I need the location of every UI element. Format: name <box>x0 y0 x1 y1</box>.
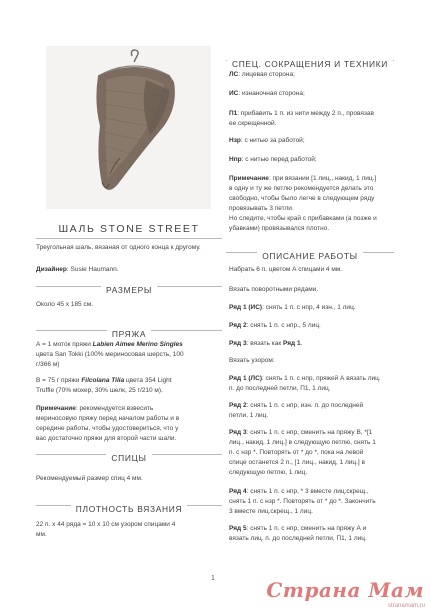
pattern-row5-label: Ряд 5 <box>229 525 247 532</box>
needles-heading-wrap <box>36 448 222 466</box>
pattern-row5 <box>229 524 413 544</box>
work-row3-label: Ряд 3 <box>229 340 247 347</box>
shawl-illustration <box>46 46 211 209</box>
pattern-row4-l1: : снять 1 п. с нпр, * 3 вместе лиц.скрещ., <box>246 488 369 495</box>
gauge-line2: мм. <box>36 531 47 538</box>
title-divider <box>36 238 222 239</box>
work-cast-on: Набрать 6 п. цветом А спицами 4 мм. <box>229 266 343 273</box>
pattern-row4-l3: 3 вместе лиц.скрещ., 1 лиц. <box>229 508 313 515</box>
work-row2 <box>229 321 321 331</box>
yarn-b <box>36 376 228 396</box>
pattern-row2-l2: петли, 1 лиц. <box>229 412 269 419</box>
yarn-note <box>36 404 228 444</box>
sizes-text: Около 45 х 185 см. <box>36 301 93 308</box>
abbr-note-l3: свободно, чтобы было легче в следующем ряду <box>229 195 375 202</box>
work-heading: ОПИСАНИЕ РАБОТЫ <box>257 251 363 261</box>
designer-line <box>36 265 226 275</box>
yarn-note-l3: середине работы, чтобы удостовериться, что у <box>36 425 179 432</box>
abbr-p1-label: П1 <box>229 110 238 117</box>
work-heading-wrap <box>226 246 394 264</box>
abbr-p1 <box>229 109 409 129</box>
abbr-note-l5: Но следите, чтобы край с прибавками (а позже и <box>229 215 377 222</box>
description <box>36 243 226 253</box>
pattern-row4 <box>229 487 413 517</box>
designer-value: : Susie Haumann. <box>66 266 119 273</box>
yarn-a-line2: цвета San Tokki (100% мериносовая шерсть, 100 <box>36 351 184 358</box>
yarn-b-post: цвета 354 Light <box>124 377 172 384</box>
yarn-b-name: Filcolana Tilia <box>81 377 125 384</box>
abbr-is <box>229 89 409 99</box>
watermark: Страна Мам <box>266 578 424 602</box>
yarn-b-pre: В = 75 г пряжи <box>36 377 82 384</box>
pattern-row2-label: Ряд 2 <box>229 402 247 409</box>
work-row2-label: Ряд 2 <box>229 322 247 329</box>
abbr-p1-l2: ее скрещенной. <box>229 120 277 127</box>
abbr-is-label: ИС <box>229 90 239 97</box>
pattern-row5-l1: : снять 1 п. с нпр, сменить на пряжу А и <box>246 525 367 532</box>
pattern-row5-l2: вязать лиц. п. до последней петли, П1, 1 лиц. <box>229 535 367 542</box>
pattern-row3-l4: спице останется 2 п., [1 лиц., накид, 1 лиц.] в <box>229 459 365 466</box>
work-row3-text: : вязать как <box>246 340 283 347</box>
work-row1-label: Ряд 1 (ИС) <box>229 304 263 311</box>
abbr-heading: СПЕЦ. СОКРАЩЕНИЯ И ТЕХНИКИ <box>227 59 393 69</box>
yarn-note-l2: мериносовую пряжу перед началом работы и в <box>36 415 180 422</box>
abbr-ls-label: ЛС <box>229 71 239 78</box>
yarn-a-name: Labien Aimee Merino Singles <box>92 341 183 348</box>
abbr-nzr <box>229 136 409 146</box>
abbr-npr-label: Нпр <box>229 156 242 163</box>
yarn-a-pre: А = 1 моток пряжи <box>36 341 93 348</box>
work-row1-text: : снять 1 п. с нпр, 4 изн., 1 лиц. <box>262 304 356 311</box>
yarn-a-line3: г/366 м) <box>36 361 60 368</box>
pattern-row4-l2: снять 1 п. с нзр *. Повторять от * до *. Закончить <box>229 498 376 505</box>
yarn-b-line2: Truffle (70% мохер, 30% шелк, 25 г/210 м). <box>36 387 163 394</box>
abbr-nzr-label: Нзр <box>229 137 241 144</box>
pattern-row1-l2: п. до последней петли, П1, 1 лиц. <box>229 385 331 392</box>
work-row3 <box>229 339 302 349</box>
sizes-heading-wrap <box>36 280 222 298</box>
needles-text: Рекомендуемый размер спиц 4 мм. <box>36 475 143 482</box>
pattern-row2 <box>229 401 413 421</box>
gauge-heading: ПЛОТНОСТЬ ВЯЗАНИЯ <box>71 504 187 514</box>
abbr-p1-l1: : прибавить 1 п. из нити между 2 п., провязав <box>237 110 374 117</box>
yarn-heading: ПРЯЖА <box>107 329 151 339</box>
pattern-row3-l2: лиц., накид, 1 лиц.] в следующую петлю, снять 1 <box>229 439 376 446</box>
pattern-row1-l1: : снять 1 п. с нпр, пряжей А вязать лиц. <box>261 375 381 382</box>
work-row3-ref: Ряд 1 <box>282 340 301 347</box>
needles-heading: СПИЦЫ <box>106 453 151 463</box>
pattern-title: ШАЛЬ STONE STREET <box>58 223 200 235</box>
pattern-row3 <box>229 428 413 478</box>
yarn-note-l1: : рекомендуется взвесить <box>75 405 154 412</box>
gauge-text <box>36 520 228 540</box>
abbr-note-l2: в одну и ту же петлю рекомендуется делать это <box>229 185 374 192</box>
abbr-nzr-text: : с нитью за работой; <box>240 137 305 144</box>
yarn-note-l4: вас достаточно пряжи для второй части шали. <box>36 435 177 442</box>
pattern-row4-label: Ряд 4 <box>229 488 247 495</box>
work-row1 <box>229 303 356 313</box>
description-text: Треугольная шаль, вязаная от одного конца к другому. <box>36 244 201 251</box>
abbr-npr-text: : с нитью перед работой; <box>241 156 317 163</box>
work-row2-text: : снять 1 п. с нпр., 5 лиц. <box>246 322 321 329</box>
work-pattern-intro: Вязать узором: <box>229 357 275 364</box>
abbr-note-label: Примечание <box>229 175 269 182</box>
yarn-a <box>36 340 228 370</box>
watermark-subtext: stranamam.ru <box>387 603 425 609</box>
abbr-note <box>229 174 411 234</box>
work-row3-end: . <box>300 340 303 347</box>
abbr-note-l1: : при вязании [1 лиц., накид, 1 лиц.] <box>268 175 377 182</box>
gauge-heading-wrap <box>36 499 222 517</box>
yarn-note-label: Примечание <box>36 405 76 412</box>
pattern-row1-label: Ряд 1 (ЛС) <box>229 375 262 382</box>
pattern-row3-l1: : снять 1 п. с нпр, сменить на пряжу В, *[1 <box>246 429 373 436</box>
page-number: 1 <box>211 575 215 582</box>
abbr-npr <box>229 155 409 165</box>
designer-label: Дизайнер <box>36 266 67 273</box>
shawl-photo <box>46 46 211 209</box>
work-rows: Вязать поворотными рядами. <box>229 286 319 293</box>
pattern-row3-l5: следующую петлю, 1 лиц. <box>229 469 308 476</box>
sizes-heading: РАЗМЕРЫ <box>101 285 157 295</box>
abbr-ls <box>229 70 409 80</box>
pattern-row2-l1: : снять 1 п. с нпр, изн. п. до последней <box>246 402 364 409</box>
pattern-row1 <box>229 374 413 394</box>
abbr-note-l4: провязывать 3 петли. <box>229 205 294 212</box>
pattern-row3-l3: п. с нзр *. Повторять от * до *, пока на левой <box>229 449 364 456</box>
abbr-note-l6: убавками) провязывался плотно. <box>229 225 330 232</box>
abbr-is-text: : изнаночная сторона; <box>238 90 305 97</box>
gauge-line1: 22 п. х 44 ряда = 10 х 10 см узором спицами 4 <box>36 521 176 528</box>
pattern-row3-label: Ряд 3 <box>229 429 247 436</box>
abbr-ls-text: : лицевая сторона; <box>238 71 295 78</box>
